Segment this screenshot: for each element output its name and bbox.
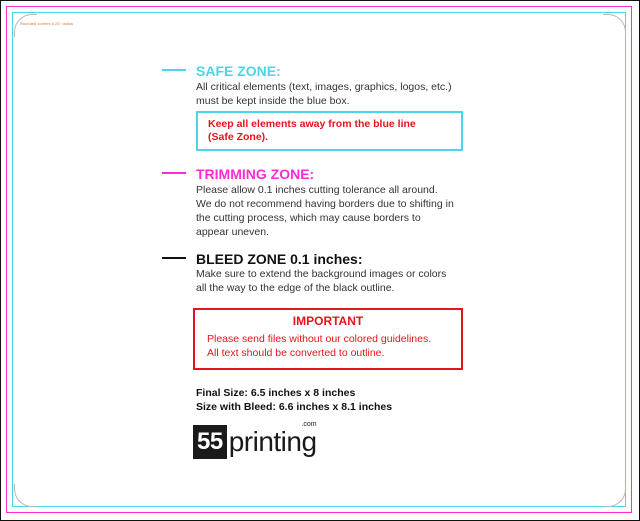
logo-wordmark	[228, 421, 317, 459]
logo-word: printing	[228, 426, 317, 457]
bleed-desc-line: all the way to the edge of the black outline.	[196, 282, 395, 294]
bleed-zone-description	[196, 267, 446, 295]
important-line: All text should be converted to outline.	[207, 347, 385, 359]
bleed-desc-line: Make sure to extend the background images or colors	[196, 268, 447, 280]
safe-box-line: (Safe Zone).	[208, 131, 269, 143]
safe-zone-desc-line: All critical elements (text, images, graphics, logos, etc.)	[196, 81, 452, 93]
trimming-desc-line: We do not recommend having borders due to shifting in	[196, 198, 454, 210]
important-title: IMPORTANT	[292, 314, 364, 328]
logo-suffix: .com	[301, 421, 317, 428]
corner-note: Rounded corners 0.25" radius	[20, 21, 74, 26]
trimming-zone-swatch	[162, 172, 186, 174]
final-size-text: Final Size: 6.5 inches x 8 inches	[196, 387, 356, 399]
bleed-zone-title: BLEED ZONE 0.1 inches:	[196, 251, 363, 267]
trimming-desc-line: Please allow 0.1 inches cutting tolerance all around.	[196, 184, 438, 196]
brand-logo	[193, 421, 317, 459]
bleed-size-text: Size with Bleed: 6.6 inches x 8.1 inches	[196, 401, 393, 413]
trimming-zone-description	[196, 183, 454, 239]
important-box	[193, 308, 463, 370]
size-info	[196, 386, 392, 414]
trimming-desc-line: the cutting process, which may cause borders to	[196, 212, 421, 224]
trimming-zone-title: TRIMMING ZONE:	[196, 166, 315, 182]
safe-zone-description	[196, 80, 452, 108]
safe-zone-box	[196, 111, 463, 151]
important-line: Please send files without our colored guidelines.	[207, 333, 432, 345]
safe-zone-swatch	[162, 69, 186, 71]
logo-number: 55	[193, 425, 227, 459]
safe-zone-title: SAFE ZONE:	[196, 63, 281, 79]
important-lines	[207, 332, 431, 360]
safe-box-line: Keep all elements away from the blue line	[208, 118, 416, 130]
bleed-zone-swatch	[162, 257, 186, 259]
trimming-desc-line: appear uneven.	[196, 226, 269, 238]
safe-zone-desc-line: must be kept inside the blue box.	[196, 95, 350, 107]
